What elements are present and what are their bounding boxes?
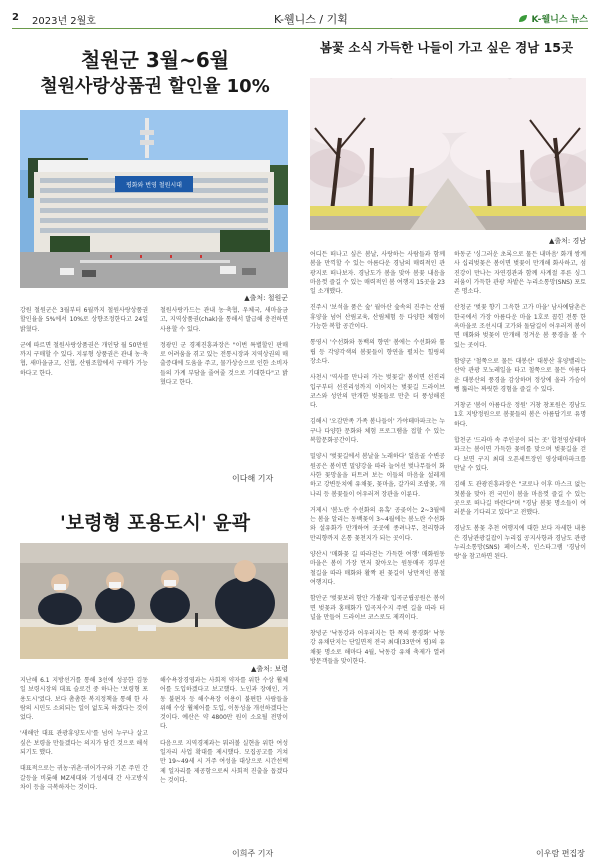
paragraph: 합천군 '드라마 속 주인공이 되는 곳' 합천영상테마파크는 봄이면 가득한 꽃비를 맞으며 벚꽃길을 걷다 보면 구지 최대 오픈세트장인 영상테마파크를 만날 수 있다. bbox=[454, 437, 586, 472]
paragraph: 거창군 '봄이 아름다운 정원' 거창 창포원은 경남도 1호 지방정원으로 봄꽃들의 봄은 아름답기로 유명하다. bbox=[454, 402, 586, 428]
article2-column1 bbox=[20, 676, 148, 799]
article1-photo-credit: ▲출처: 철원군 bbox=[244, 294, 288, 302]
article1-title-line2: 철원사랑상품권 할인율 10% bbox=[40, 76, 270, 97]
paragraph: 함양군 '철쭉으로 물든 대봉산' 대봉산 휴양밸리는 산악 관광 모노레일을 타고 철쭉으로 물든 아름다운 대봉산의 풍경을 감상하며 정상에 올라 가슴이 뻥 뚫리는 짜릿한 경험을 즐길 수 있다. bbox=[454, 357, 586, 393]
paragraph: 양산시 '매화꽃 길 따라걷는 가득한 여행' 매화원동마을은 봄이 가장 먼저 찾아오는 원동매곡 경부선 철길을 따라 매화와 활짝 핀 꽃길이 낭만적인 봄철 여행지다. bbox=[310, 551, 445, 586]
city-hall-image bbox=[20, 110, 288, 288]
article1-column2 bbox=[160, 306, 288, 394]
paragraph: 김해 도 관광진흥과장은 "코로나 이후 마스크 없는 첫봄을 맞아 전 국민이 봄을 마음껏 즐길 수 있는 곳으로 떠나길 바란다"며 "경남 봄꽃 명소들이 여러분을 기다리고 있다"고 전했다. bbox=[454, 481, 586, 517]
article1-photo-city-hall bbox=[20, 110, 288, 288]
article3-title: 봄꽃 소식 가득한 나들이 가고 싶은 경남 15곳 bbox=[319, 40, 574, 55]
article1-column1 bbox=[20, 306, 148, 385]
paragraph: 통영시 '수선화와 동백의 향연' 봄에는 수선화와 튤립 등 각양각색의 봄꽃들이 향연을 펼치는 힐링의 장소다. bbox=[310, 339, 445, 365]
article2-photo-meeting bbox=[20, 543, 288, 659]
paragraph: 진주시 '보석을 품은 숲' 월아산 숲속의 진주는 산림휴양을 넘어 산림교육, 산림체험 등 다양한 체험이 가능한 복합 공간이다. bbox=[310, 304, 445, 331]
paragraph: 산청군 '벚꽃 향기 그윽한 고가 마을' 남사예담촌은 한국에서 가장 아름다운 마을 1호로 꼽힌 전통 한옥마을로 조선시대 고가와 돌담길이 어우러져 봄이면 매화와 벚꽃이 만개해 정겨운 봄 풍경을 볼 수 있는 곳이다. bbox=[454, 304, 586, 349]
paragraph: 해수욕장경영과는 사회적 약자를 위한 수상 휠체어를 도입하겠다고 보고했다. 노인과 장애인, 거동 불편자 등 해수욕장 이용이 불편한 사람들을 위해 수상 휠체어를 도입, 이동성을 개선하겠다는 것이다. 예산은 약 4800만 원이 소요될 전망이다. bbox=[160, 677, 288, 731]
paragraph: 군에 따르면 철원사랑상품권은 개인당 월 50만원까지 구매할 수 있다. 지류형 상품권은 관내 농·축협, 새마을금고, 신협, 산림조합에서 구매가 가능하다고 한다. bbox=[20, 341, 148, 377]
paragraph: 밀양시 '벚꽃길에서 봄날을 노래하다' 얼음골 수변공원공은 봄이면 밀양강을 따라 늘어선 벚나무들이 화사한 꽃망울을 터트려 보는 이들의 마음을 설레게 하고 강변둔치에 유채꽃, 꽃마을, 갈가의 조팝꽃, 개나리 등 봄꽃들이 어우러져 장관을 이룬다. bbox=[310, 453, 445, 498]
issue-date: 2023년 2월호 bbox=[32, 16, 96, 27]
paragraph: 경남도 봄꽃 추천 여행지에 대한 보다 자세한 내용은 경남관광길잡이 누리집 공지사항과 경남도 관광 누리소통망(SNS) 페이스북, 인스타그램 '경남이랑'을 참고하면 된다. bbox=[454, 525, 586, 561]
article2-title: '보령형 포용도시' 윤곽 bbox=[59, 512, 251, 534]
page-number: 2 bbox=[12, 12, 19, 23]
paragraph: 지난해 6.1 지방선거를 통해 3선에 성공한 김동일 보령시장의 대표 슬로건 중 하나는 '보령형 포용도시'였다. 보다 촘촘한 복지정책을 통해 한 사람의 시민도 소외되는 일이 없도록 하겠다는 것이었다. bbox=[20, 677, 148, 722]
article3-photo-cherry-blossom bbox=[310, 78, 586, 230]
article1-title-line1: 철원군 3월~6월 bbox=[80, 48, 230, 72]
paragraph: 대표적으로는 귀농·귀촌·귀어가구와 기존 주민 간 갈등을 비롯해 MZ세대와 기성세대 간 사고방식 차이 등을 극복하자는 것이다. bbox=[20, 765, 148, 791]
paragraph: 거제시 '봄노란 수선화의 유혹' 공곶이는 2~3월에는 봄을 알리는 동백꽃이 3~4월에는 봄노란 수선화와 설유화가 만개하여 곳곳에 종려나무, 천리향과 만리향까지 온통 꽃천지가 되는 곳이다. bbox=[310, 506, 445, 542]
article2-photo-credit: ▲출처: 보령 bbox=[250, 665, 288, 673]
paragraph: 창녕군 '낙동강과 어우러지는 한 폭의 풍경화' 낙동강 유채단지는 단일면적 전국 최대(33만여 평)의 유채꽃 명소로 해마다 4월, 낙동강 유채 축제가 열려 방문객들을 맞이한다. bbox=[310, 630, 445, 665]
paragraph: 철원사랑카드는 관내 농·축협, 우체국, 새마을금고, 지역상품권(chak)을 통해서 발급해 충전하면 사용할 수 있다. bbox=[160, 307, 288, 333]
article3-column2 bbox=[454, 250, 586, 569]
meeting-image bbox=[20, 543, 288, 659]
article1-byline: 이다해 기자 bbox=[232, 474, 274, 483]
article2-column2 bbox=[160, 676, 288, 792]
paragraph: 함안군 '벚꽃보러 함안 가볼래' 입곡군립공원은 봄이면 벚꽃과 홍매화가 입곡저수지 주변 길을 따라 터널을 만들어 드라이브 코스로도 제격이다. bbox=[310, 595, 445, 621]
leaf-icon bbox=[518, 14, 528, 23]
photo-sign-text: 평화와 번영 철원시대 bbox=[126, 182, 182, 189]
paragraph: 어디든 떠나고 싶은 봄날, 사랑하는 사람들과 함께 봄을 만끽할 수 있는 아름다운 경남의 매력적인 관광지로 떠나보자. 경남도가 봄을 맞아 봄꽃 내음을 마음껏 즐길 수 있는 매력적인 봄 여행지 15곳을 23일 소개했다. bbox=[310, 251, 445, 296]
logo-text: K-웰니스 뉴스 bbox=[531, 15, 588, 25]
section-name: K-웰니스 / 기획 bbox=[274, 13, 348, 26]
cherry-blossom-image bbox=[310, 78, 586, 230]
paragraph: 사천시 '역사를 만나러 가는 벚꽃길' 봄이면 선진리 입구부터 선진리성까지 이어지는 벚꽃길 드라이브 코스와 성안의 만개한 벚꽃들로 만춘 더 풍성해진다. bbox=[310, 374, 445, 410]
article3-column1 bbox=[310, 250, 445, 673]
paragraph: 하동군 '싱그러운 초록으로 물든 내마음' 화개 쌍계사 십리벚꽃은 봄이면 벚꽃이 만개해 화사하고, 섬진강이 만나는 자연경관과 함께 사계절 푸른 싱그러움이 가득한 관광 차밭은 누리소통망(SNS) 포토존 명소다. bbox=[454, 251, 586, 296]
paragraph: 정광민 군 경제진흥과장은 "이번 특별할인 판매로 어려움을 겪고 있는 전통시장과 지역상권의 매출증대에 도움을 주고, 물가상승으로 인한 소비자들의 가계 부담을 줄여줄 것으로 기대한다"고 밝혔다고 한다. bbox=[160, 341, 288, 387]
article2-byline: 이희주 기자 bbox=[232, 849, 274, 858]
paragraph: 다음으로 지역경제과는 뭐러볼 실현을 위한 여성일자리 사업 확대를 제시했다. 모집공고를 거쳐 만 19~49세 시 거주 여성을 대상으로 시간선택제 일자리를 제공함으로써 사회적 진출을 돕겠다는 것이다. bbox=[160, 739, 288, 784]
newspaper-logo bbox=[518, 12, 588, 25]
paragraph: 김해시 '오감만족 가족 봄나들이' 가야테마파크는 누구나 다양한 문화와 체험 프로그램을 접할 수 있는 복합문화공간이다. bbox=[310, 418, 445, 445]
paragraph: '새해안 대표 관광휴양도시'를 넘어 누구나 살고 싶은 보령을 만들겠다는 의지가 담긴 것으로 해석되기도 했다. bbox=[20, 730, 148, 757]
page-header bbox=[12, 10, 588, 29]
article3-byline: 이우람 편집장 bbox=[536, 849, 585, 858]
article3-photo-credit: ▲출처: 경남 bbox=[548, 237, 586, 245]
paragraph: 강원 철원군은 3월부터 6월까지 철원사랑상품권 할인율을 5%에서 10%로 상향조정한다고 24일 밝혔다. bbox=[20, 307, 148, 333]
